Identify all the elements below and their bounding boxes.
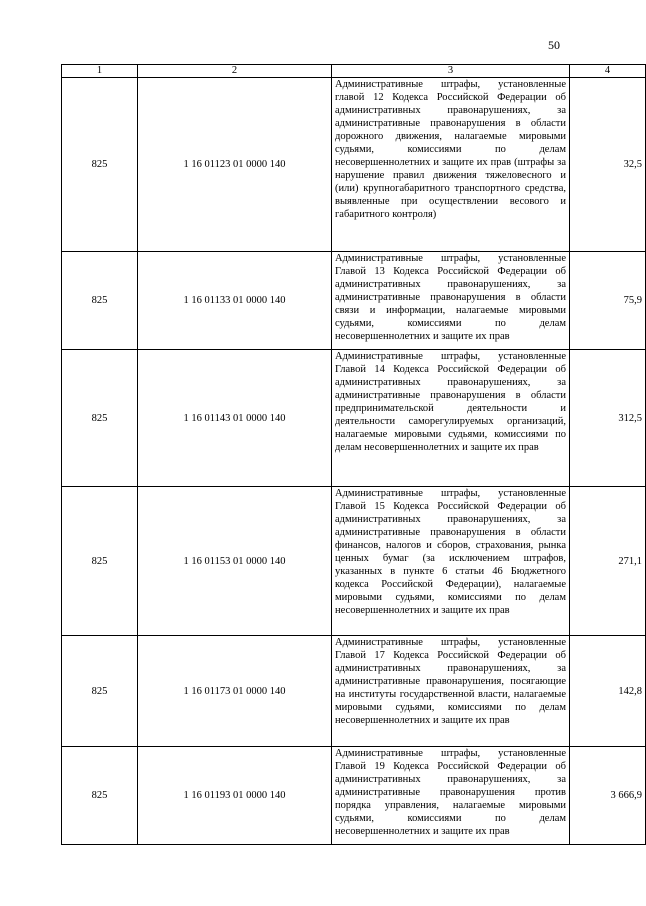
- amount-cell: 75,9: [570, 252, 646, 350]
- budget-revenue-table: [61, 64, 646, 845]
- table-row: [62, 487, 646, 636]
- table-row: [62, 636, 646, 747]
- kbk-code-cell: 1 16 01123 01 0000 140: [138, 78, 332, 252]
- header-col-4: 4: [570, 65, 646, 78]
- kbk-code-cell: 1 16 01173 01 0000 140: [138, 636, 332, 747]
- table-row: [62, 747, 646, 845]
- revenue-name-cell: Административные штрафы, установленные Главой 15 Кодекса Российской Федерации об административных правонарушениях, за административные правонарушения в области финансов, налогов и сборов, страхования, рынка ценных бумаг (за исключением штрафов, указанных в пункте 6 статьи 46 Бюджетного кодекса Российской Федерации), налагаемые мировыми судьями, комиссиями по делам несовершеннолетних и защите их прав: [332, 487, 570, 636]
- header-row: [62, 65, 646, 78]
- amount-cell: 3 666,9: [570, 747, 646, 845]
- admin-code-cell: 825: [62, 78, 138, 252]
- kbk-code-cell: 1 16 01143 01 0000 140: [138, 350, 332, 487]
- kbk-code-cell: 1 16 01153 01 0000 140: [138, 487, 332, 636]
- amount-cell: 142,8: [570, 636, 646, 747]
- table-row: [62, 78, 646, 252]
- admin-code-cell: 825: [62, 350, 138, 487]
- admin-code-cell: 825: [62, 747, 138, 845]
- table-row: [62, 252, 646, 350]
- admin-code-cell: 825: [62, 636, 138, 747]
- revenue-name-cell: Административные штрафы, установленные Главой 17 Кодекса Российской Федерации об административных правонарушениях, за административные правонарушения, посягающие на институты государственной власти, налагаемые мировыми судьями, комиссиями по делам несовершеннолетних и защите их прав: [332, 636, 570, 747]
- page-number: 50: [548, 38, 560, 52]
- revenue-name-cell: Административные штрафы, установленные Главой 13 Кодекса Российской Федерации об административных правонарушениях, за административные правонарушения в области связи и информации, налагаемые мировыми судьями, комиссиями по делам несовершеннолетних и защите их прав: [332, 252, 570, 350]
- revenue-name-cell: Административные штрафы, установленные Главой 19 Кодекса Российской Федерации об административных правонарушениях, за административные правонарушения против порядка управления, налагаемые мировыми судьями, комиссиями по делам несовершеннолетних и защите их прав: [332, 747, 570, 845]
- header-col-2: 2: [138, 65, 332, 78]
- revenue-name-cell: Административные штрафы, установленные главой 12 Кодекса Российской Федерации об административных правонарушениях, за административные правонарушения в области дорожного движения, налагаемые мировыми судьями, комиссиями по делам несовершеннолетних и защите их прав (штрафы за нарушение правил движения тяжеловесного и (или) крупногабаритного транспортного средства, выявленные при осуществлении весового и габаритного контроля): [332, 78, 570, 252]
- admin-code-cell: 825: [62, 487, 138, 636]
- admin-code-cell: 825: [62, 252, 138, 350]
- amount-cell: 312,5: [570, 350, 646, 487]
- kbk-code-cell: 1 16 01133 01 0000 140: [138, 252, 332, 350]
- amount-cell: 271,1: [570, 487, 646, 636]
- table-row: [62, 350, 646, 487]
- amount-cell: 32,5: [570, 78, 646, 252]
- revenue-name-cell: Административные штрафы, установленные Главой 14 Кодекса Российской Федерации об административных правонарушениях, за административные правонарушения в области предпринимательской деятельности и деятельности саморегулируемых организаций, налагаемые мировыми судьями, комиссиями по делам несовершеннолетних и защите их прав: [332, 350, 570, 487]
- header-col-1: 1: [62, 65, 138, 78]
- header-col-3: 3: [332, 65, 570, 78]
- kbk-code-cell: 1 16 01193 01 0000 140: [138, 747, 332, 845]
